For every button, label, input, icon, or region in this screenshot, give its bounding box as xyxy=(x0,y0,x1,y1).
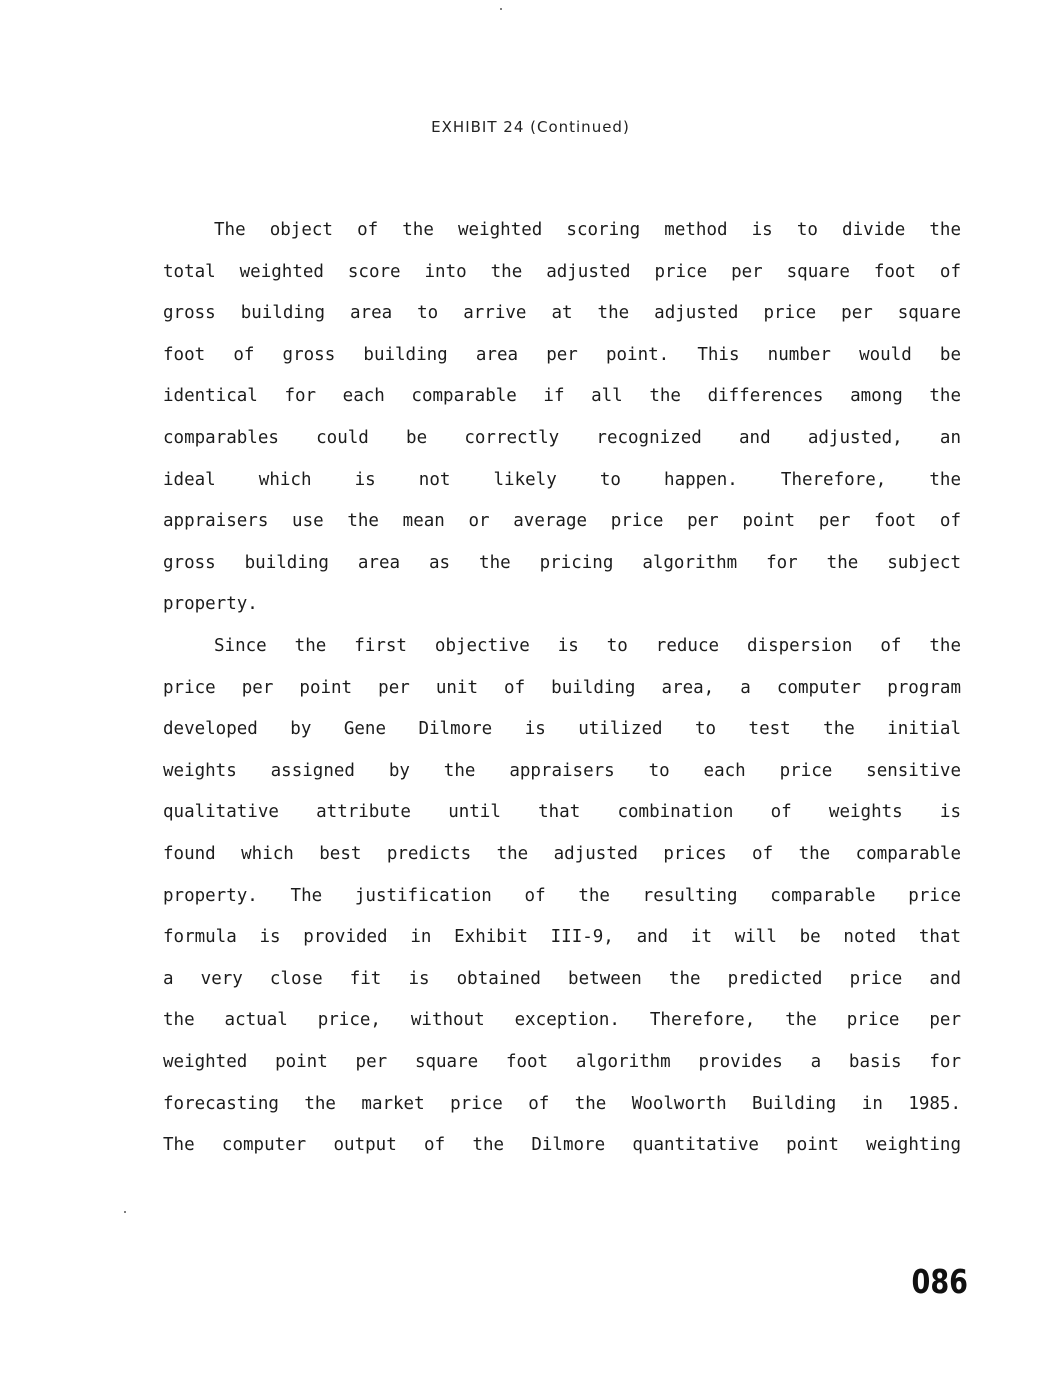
text-line: property. The justification of the resulting comparable price xyxy=(163,885,961,906)
text-line: formula is provided in Exhibit III-9, and it will be noted that xyxy=(163,927,961,948)
text-line: weights assigned by the appraisers to each price sensitive xyxy=(163,760,961,781)
text-line: total weighted score into the adjusted price per square foot of xyxy=(163,261,961,282)
text-line: developed by Gene Dilmore is utilized to test the initial xyxy=(163,719,961,740)
scan-speck xyxy=(500,8,502,10)
text-line: forecasting the market price of the Woolworth Building in 1985. xyxy=(163,1093,961,1114)
text-line: The computer output of the Dilmore quantitative point weighting xyxy=(163,1135,961,1156)
text-line: identical for each comparable if all the differences among the xyxy=(163,386,961,407)
text-line: Since the first objective is to reduce dispersion of the xyxy=(214,636,961,656)
text-line: The object of the weighted scoring method is to divide the xyxy=(214,220,961,240)
scan-speck xyxy=(124,1211,126,1213)
text-line: weighted point per square foot algorithm provides a basis for xyxy=(163,1052,961,1072)
text-line: property. xyxy=(163,594,258,615)
page-number: 086 xyxy=(911,1262,969,1301)
text-line: a very close fit is obtained between the predicted price and xyxy=(163,968,961,989)
text-line: price per point per unit of building area, a computer program xyxy=(163,677,961,698)
text-line: ideal which is not likely to happen. Therefore, the xyxy=(163,469,961,490)
text-line: appraisers use the mean or average price per point per foot of xyxy=(163,511,961,532)
text-line: found which best predicts the adjusted prices of the comparable xyxy=(163,844,961,864)
text-line: gross building area as the pricing algorithm for the subject xyxy=(163,552,961,573)
text-line: comparables could be correctly recognized and adjusted, an xyxy=(163,428,961,448)
exhibit-heading: EXHIBIT 24 (Continued) xyxy=(431,118,630,136)
text-line: gross building area to arrive at the adjusted price per square xyxy=(163,303,961,324)
text-line: the actual price, without exception. Therefore, the price per xyxy=(163,1010,961,1031)
text-line: foot of gross building area per point. This number would be xyxy=(163,344,961,365)
text-line: qualitative attribute until that combination of weights is xyxy=(163,802,961,823)
